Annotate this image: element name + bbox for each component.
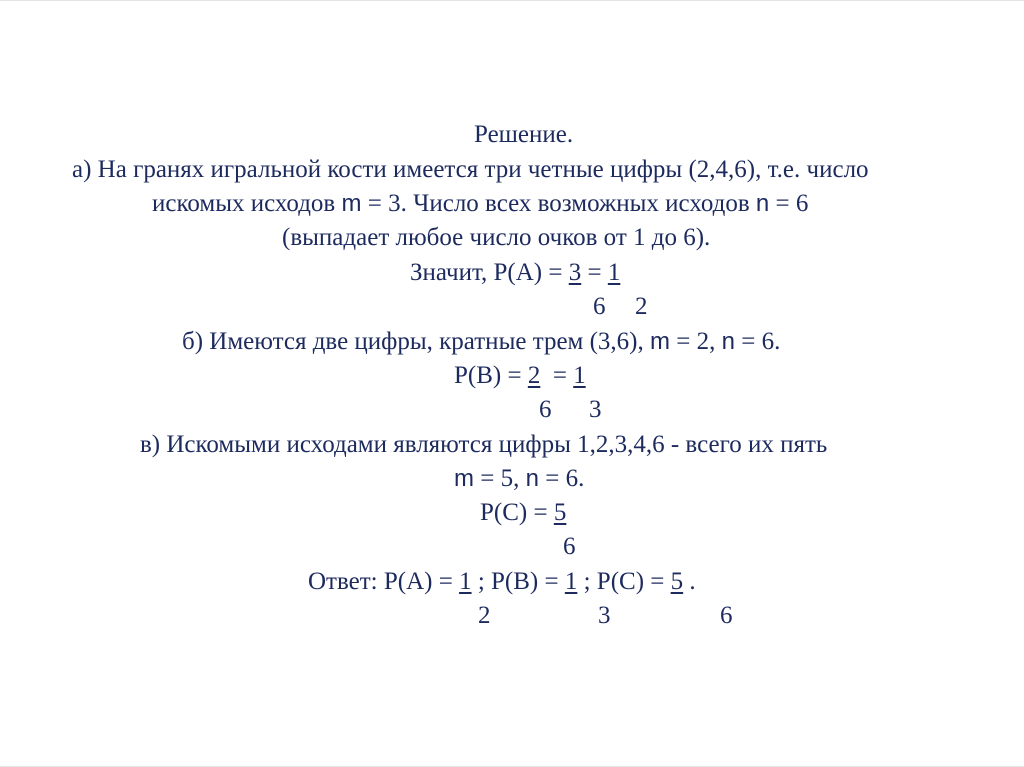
formula-label: Значит, Р(А) = <box>410 259 569 286</box>
part-a-line-2 <box>152 189 808 219</box>
fraction-denominator: 6 <box>539 396 552 423</box>
variable-n: n <box>525 465 539 492</box>
part-b-formula <box>454 361 586 391</box>
part-a-formula <box>410 258 620 288</box>
answer-end: . <box>683 568 696 595</box>
fraction-numerator: 3 <box>568 259 582 286</box>
formula-label: Р(С) = <box>480 499 554 526</box>
fraction-numerator: 5 <box>670 568 684 595</box>
part-c-line-2 <box>454 464 584 494</box>
part-a-line-2-mid: = 3. Число всех возможных исходов <box>361 190 756 217</box>
fraction-numerator: 1 <box>564 568 578 595</box>
part-b-end: = 6. <box>734 328 781 355</box>
part-c-mid: = 5, <box>474 465 526 492</box>
fraction-denominator: 6 <box>593 293 606 320</box>
equals-sign: = <box>540 362 574 389</box>
part-b-line <box>182 327 780 357</box>
variable-m: m <box>650 328 671 355</box>
equals-sign: = <box>581 259 608 286</box>
part-a-line-1: а) На гранях игральной кости имеется три четные цифры (2,4,6), т.е. число <box>72 156 869 183</box>
part-c-end: = 6. <box>538 465 585 492</box>
part-c-formula <box>480 498 566 528</box>
variable-m: m <box>454 465 474 492</box>
fraction-denominator: 3 <box>589 396 602 423</box>
fraction-numerator: 1 <box>573 362 586 389</box>
answer-separator: ; Р(С) = <box>577 568 671 595</box>
part-b-mid: = 2, <box>670 328 722 355</box>
fraction-numerator: 1 <box>459 568 472 595</box>
fraction-numerator: 1 <box>607 259 621 286</box>
variable-m: m <box>341 190 362 217</box>
fraction-denominator: 6 <box>563 533 576 560</box>
part-a-line-3: (выпадает любое число очков от 1 до 6). <box>282 224 711 251</box>
part-a-line-2-text: искомых исходов <box>152 190 342 217</box>
variable-n: n <box>755 190 770 217</box>
fraction-denominator: 2 <box>478 602 491 629</box>
answer-label: Ответ: Р(А) = <box>308 568 460 595</box>
part-b-text: б) Имеются две цифры, кратные трем (3,6), <box>182 328 651 355</box>
fraction-denominator: 6 <box>720 602 733 629</box>
heading: Решение. <box>474 121 574 148</box>
fraction-denominator: 2 <box>635 293 648 320</box>
answer-line <box>308 567 696 597</box>
variable-n: n <box>721 328 735 355</box>
formula-label: Р(В) = <box>454 362 528 389</box>
fraction-numerator: 5 <box>553 499 567 526</box>
part-c-line-1: в) Искомыми исходами являются цифры 1,2,3,4,6 - всего их пять <box>140 431 828 458</box>
fraction-denominator: 3 <box>598 602 611 629</box>
answer-separator: ; Р(В) = <box>471 568 565 595</box>
fraction-numerator: 2 <box>527 362 541 389</box>
part-a-line-2-end: = 6 <box>769 190 809 217</box>
